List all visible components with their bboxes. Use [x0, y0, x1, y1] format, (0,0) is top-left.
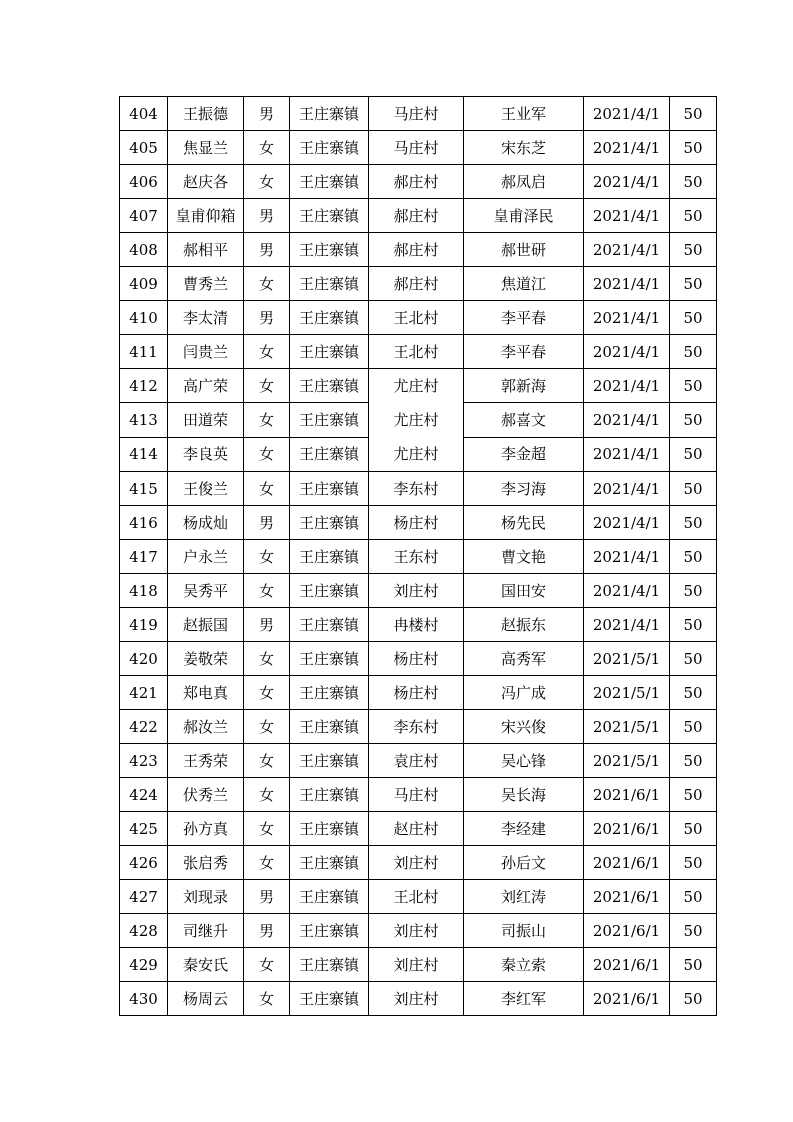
- table-row: [120, 914, 717, 948]
- gender-cell: 女: [244, 778, 290, 812]
- town-cell: 王庄寨镇: [290, 778, 369, 812]
- name-cell: 高广荣: [168, 369, 244, 403]
- village-cell: 王北村: [369, 880, 464, 914]
- agent-cell: 赵振东: [464, 608, 584, 642]
- date-cell: 2021/6/1: [584, 846, 670, 880]
- amount-cell: 50: [670, 233, 717, 267]
- town-cell: 王庄寨镇: [290, 608, 369, 642]
- town-cell: 王庄寨镇: [290, 676, 369, 710]
- date-cell: 2021/6/1: [584, 948, 670, 982]
- village-label: 尤庄村: [393, 377, 439, 395]
- gender-cell: 女: [244, 335, 290, 369]
- amount-cell: 50: [670, 778, 717, 812]
- row-number-cell: 413: [120, 403, 168, 437]
- agent-cell: 司振山: [464, 914, 584, 948]
- village-cell: 李东村: [369, 710, 464, 744]
- amount-cell: 50: [670, 403, 717, 437]
- name-cell: 郝相平: [168, 233, 244, 267]
- date-cell: 2021/5/1: [584, 744, 670, 778]
- town-cell: 王庄寨镇: [290, 948, 369, 982]
- gender-cell: 女: [244, 710, 290, 744]
- row-number-cell: 423: [120, 744, 168, 778]
- town-cell: 王庄寨镇: [290, 574, 369, 608]
- village-cell: 郝庄村: [369, 165, 464, 199]
- table-row: [120, 540, 717, 574]
- table-row: [120, 369, 717, 403]
- table-row: [120, 710, 717, 744]
- town-cell: 王庄寨镇: [290, 812, 369, 846]
- amount-cell: 50: [670, 948, 717, 982]
- gender-cell: 女: [244, 948, 290, 982]
- amount-cell: 50: [670, 642, 717, 676]
- name-cell: 郑电真: [168, 676, 244, 710]
- agent-cell: 王业军: [464, 97, 584, 131]
- amount-cell: 50: [670, 267, 717, 301]
- agent-cell: 高秀军: [464, 642, 584, 676]
- gender-cell: 女: [244, 846, 290, 880]
- amount-cell: 50: [670, 574, 717, 608]
- town-cell: 王庄寨镇: [290, 165, 369, 199]
- agent-cell: 李经建: [464, 812, 584, 846]
- row-number-cell: 420: [120, 642, 168, 676]
- village-cell: 刘庄村: [369, 914, 464, 948]
- agent-cell: 李习海: [464, 472, 584, 506]
- name-cell: 秦安氏: [168, 948, 244, 982]
- amount-cell: 50: [670, 540, 717, 574]
- name-cell: 闫贵兰: [168, 335, 244, 369]
- row-number-cell: 410: [120, 301, 168, 335]
- village-cell: 杨庄村: [369, 506, 464, 540]
- amount-cell: 50: [670, 472, 717, 506]
- table-row: [120, 608, 717, 642]
- table-row: [120, 267, 717, 301]
- gender-cell: 女: [244, 540, 290, 574]
- row-number-cell: 405: [120, 131, 168, 165]
- name-cell: 杨周云: [168, 982, 244, 1016]
- date-cell: 2021/4/1: [584, 437, 670, 471]
- row-number-cell: 409: [120, 267, 168, 301]
- date-cell: 2021/4/1: [584, 369, 670, 403]
- gender-cell: 女: [244, 369, 290, 403]
- amount-cell: 50: [670, 369, 717, 403]
- date-cell: 2021/6/1: [584, 812, 670, 846]
- records-table: [119, 96, 717, 1016]
- amount-cell: 50: [670, 131, 717, 165]
- name-cell: 张启秀: [168, 846, 244, 880]
- amount-cell: 50: [670, 437, 717, 471]
- agent-cell: 焦道江: [464, 267, 584, 301]
- agent-cell: 宋东芝: [464, 131, 584, 165]
- date-cell: 2021/4/1: [584, 165, 670, 199]
- date-cell: 2021/6/1: [584, 880, 670, 914]
- row-number-cell: 429: [120, 948, 168, 982]
- village-cell: 李东村: [369, 472, 464, 506]
- town-cell: 王庄寨镇: [290, 506, 369, 540]
- table-row: [120, 846, 717, 880]
- date-cell: 2021/5/1: [584, 676, 670, 710]
- village-cell: 马庄村: [369, 778, 464, 812]
- agent-cell: 李平春: [464, 335, 584, 369]
- village-cell: 杨庄村: [369, 642, 464, 676]
- table-row: [120, 131, 717, 165]
- gender-cell: 男: [244, 608, 290, 642]
- village-cell: 袁庄村: [369, 744, 464, 778]
- town-cell: 王庄寨镇: [290, 472, 369, 506]
- gender-cell: 女: [244, 472, 290, 506]
- gender-cell: 男: [244, 301, 290, 335]
- row-number-cell: 412: [120, 369, 168, 403]
- town-cell: 王庄寨镇: [290, 369, 369, 403]
- gender-cell: 女: [244, 437, 290, 471]
- amount-cell: 50: [670, 301, 717, 335]
- gender-cell: 男: [244, 880, 290, 914]
- town-cell: 王庄寨镇: [290, 914, 369, 948]
- row-number-cell: 425: [120, 812, 168, 846]
- gender-cell: 女: [244, 165, 290, 199]
- date-cell: 2021/4/1: [584, 574, 670, 608]
- date-cell: 2021/4/1: [584, 301, 670, 335]
- name-cell: 王振德: [168, 97, 244, 131]
- village-label: 尤庄村: [393, 445, 439, 463]
- name-cell: 司继升: [168, 914, 244, 948]
- table-row: [120, 233, 717, 267]
- amount-cell: 50: [670, 676, 717, 710]
- name-cell: 刘现录: [168, 880, 244, 914]
- village-cell: 王东村: [369, 540, 464, 574]
- amount-cell: 50: [670, 846, 717, 880]
- amount-cell: 50: [670, 199, 717, 233]
- row-number-cell: 428: [120, 914, 168, 948]
- table-row: [120, 97, 717, 131]
- date-cell: 2021/4/1: [584, 131, 670, 165]
- town-cell: 王庄寨镇: [290, 982, 369, 1016]
- village-cell: 马庄村: [369, 131, 464, 165]
- name-cell: 孙方真: [168, 812, 244, 846]
- row-number-cell: 424: [120, 778, 168, 812]
- gender-cell: 女: [244, 267, 290, 301]
- agent-cell: 宋兴俊: [464, 710, 584, 744]
- table-row: [120, 472, 717, 506]
- gender-cell: 男: [244, 97, 290, 131]
- amount-cell: 50: [670, 97, 717, 131]
- gender-cell: 女: [244, 812, 290, 846]
- amount-cell: 50: [670, 165, 717, 199]
- gender-cell: 女: [244, 982, 290, 1016]
- table-row: [120, 982, 717, 1016]
- table-row: [120, 812, 717, 846]
- amount-cell: 50: [670, 812, 717, 846]
- town-cell: 王庄寨镇: [290, 846, 369, 880]
- agent-cell: 郭新海: [464, 369, 584, 403]
- village-cell: [369, 369, 464, 472]
- amount-cell: 50: [670, 744, 717, 778]
- agent-cell: 国田安: [464, 574, 584, 608]
- town-cell: 王庄寨镇: [290, 880, 369, 914]
- date-cell: 2021/6/1: [584, 778, 670, 812]
- agent-cell: 冯广成: [464, 676, 584, 710]
- name-cell: 伏秀兰: [168, 778, 244, 812]
- date-cell: 2021/4/1: [584, 233, 670, 267]
- date-cell: 2021/6/1: [584, 914, 670, 948]
- name-cell: 户永兰: [168, 540, 244, 574]
- table-row: [120, 335, 717, 369]
- date-cell: 2021/5/1: [584, 642, 670, 676]
- town-cell: 王庄寨镇: [290, 437, 369, 471]
- agent-cell: 曹文艳: [464, 540, 584, 574]
- village-cell: 杨庄村: [369, 676, 464, 710]
- town-cell: 王庄寨镇: [290, 335, 369, 369]
- row-number-cell: 418: [120, 574, 168, 608]
- table-row: [120, 165, 717, 199]
- name-cell: 王俊兰: [168, 472, 244, 506]
- agent-cell: 刘红涛: [464, 880, 584, 914]
- table-row: [120, 642, 717, 676]
- village-cell: 刘庄村: [369, 982, 464, 1016]
- agent-cell: 秦立索: [464, 948, 584, 982]
- row-number-cell: 416: [120, 506, 168, 540]
- village-cell: 赵庄村: [369, 812, 464, 846]
- date-cell: 2021/4/1: [584, 540, 670, 574]
- table-row: [120, 778, 717, 812]
- village-cell: 冉楼村: [369, 608, 464, 642]
- records-body: [120, 97, 717, 1016]
- gender-cell: 女: [244, 744, 290, 778]
- name-cell: 皇甫仰箱: [168, 199, 244, 233]
- town-cell: 王庄寨镇: [290, 540, 369, 574]
- table-row: [120, 880, 717, 914]
- amount-cell: 50: [670, 608, 717, 642]
- village-cell: 刘庄村: [369, 574, 464, 608]
- name-cell: 李良英: [168, 437, 244, 471]
- date-cell: 2021/4/1: [584, 506, 670, 540]
- table-row: [120, 744, 717, 778]
- gender-cell: 男: [244, 233, 290, 267]
- agent-cell: 杨先民: [464, 506, 584, 540]
- date-cell: 2021/4/1: [584, 199, 670, 233]
- agent-cell: 李平春: [464, 301, 584, 335]
- row-number-cell: 404: [120, 97, 168, 131]
- row-number-cell: 419: [120, 608, 168, 642]
- date-cell: 2021/5/1: [584, 710, 670, 744]
- agent-cell: 郝世研: [464, 233, 584, 267]
- row-number-cell: 430: [120, 982, 168, 1016]
- agent-cell: 吴心锋: [464, 744, 584, 778]
- town-cell: 王庄寨镇: [290, 301, 369, 335]
- gender-cell: 男: [244, 914, 290, 948]
- town-cell: 王庄寨镇: [290, 97, 369, 131]
- gender-cell: 女: [244, 403, 290, 437]
- row-number-cell: 408: [120, 233, 168, 267]
- row-number-cell: 427: [120, 880, 168, 914]
- table-row: [120, 676, 717, 710]
- village-cell: 郝庄村: [369, 233, 464, 267]
- village-cell: 王北村: [369, 335, 464, 369]
- agent-cell: 孙后文: [464, 846, 584, 880]
- date-cell: 2021/4/1: [584, 267, 670, 301]
- name-cell: 郝汝兰: [168, 710, 244, 744]
- row-number-cell: 417: [120, 540, 168, 574]
- agent-cell: 李红军: [464, 982, 584, 1016]
- name-cell: 田道荣: [168, 403, 244, 437]
- gender-cell: 女: [244, 131, 290, 165]
- town-cell: 王庄寨镇: [290, 199, 369, 233]
- village-cell: 王北村: [369, 301, 464, 335]
- village-cell: 郝庄村: [369, 267, 464, 301]
- agent-cell: 郝喜文: [464, 403, 584, 437]
- row-number-cell: 414: [120, 437, 168, 471]
- date-cell: 2021/4/1: [584, 97, 670, 131]
- name-cell: 姜敬荣: [168, 642, 244, 676]
- amount-cell: 50: [670, 506, 717, 540]
- name-cell: 焦显兰: [168, 131, 244, 165]
- town-cell: 王庄寨镇: [290, 267, 369, 301]
- town-cell: 王庄寨镇: [290, 642, 369, 676]
- table-row: [120, 506, 717, 540]
- town-cell: 王庄寨镇: [290, 233, 369, 267]
- row-number-cell: 422: [120, 710, 168, 744]
- town-cell: 王庄寨镇: [290, 131, 369, 165]
- amount-cell: 50: [670, 710, 717, 744]
- town-cell: 王庄寨镇: [290, 403, 369, 437]
- date-cell: 2021/4/1: [584, 403, 670, 437]
- agent-cell: 皇甫泽民: [464, 199, 584, 233]
- amount-cell: 50: [670, 914, 717, 948]
- date-cell: 2021/4/1: [584, 472, 670, 506]
- date-cell: 2021/6/1: [584, 982, 670, 1016]
- row-number-cell: 407: [120, 199, 168, 233]
- name-cell: 曹秀兰: [168, 267, 244, 301]
- table-row: [120, 948, 717, 982]
- amount-cell: 50: [670, 880, 717, 914]
- row-number-cell: 411: [120, 335, 168, 369]
- amount-cell: 50: [670, 982, 717, 1016]
- merged-village-stack: [369, 369, 463, 471]
- agent-cell: 李金超: [464, 437, 584, 471]
- name-cell: 赵庆各: [168, 165, 244, 199]
- table-row: [120, 574, 717, 608]
- village-cell: 刘庄村: [369, 846, 464, 880]
- town-cell: 王庄寨镇: [290, 710, 369, 744]
- name-cell: 王秀荣: [168, 744, 244, 778]
- village-cell: 马庄村: [369, 97, 464, 131]
- agent-cell: 郝凤启: [464, 165, 584, 199]
- row-number-cell: 415: [120, 472, 168, 506]
- agent-cell: 吴长海: [464, 778, 584, 812]
- gender-cell: 男: [244, 199, 290, 233]
- gender-cell: 女: [244, 574, 290, 608]
- date-cell: 2021/4/1: [584, 335, 670, 369]
- row-number-cell: 406: [120, 165, 168, 199]
- village-label: 尤庄村: [393, 411, 439, 429]
- gender-cell: 女: [244, 676, 290, 710]
- row-number-cell: 426: [120, 846, 168, 880]
- gender-cell: 男: [244, 506, 290, 540]
- row-number-cell: 421: [120, 676, 168, 710]
- name-cell: 李太清: [168, 301, 244, 335]
- name-cell: 吴秀平: [168, 574, 244, 608]
- village-cell: 郝庄村: [369, 199, 464, 233]
- table-row: [120, 301, 717, 335]
- town-cell: 王庄寨镇: [290, 744, 369, 778]
- name-cell: 赵振国: [168, 608, 244, 642]
- date-cell: 2021/4/1: [584, 608, 670, 642]
- village-cell: 刘庄村: [369, 948, 464, 982]
- name-cell: 杨成灿: [168, 506, 244, 540]
- table-row: [120, 199, 717, 233]
- gender-cell: 女: [244, 642, 290, 676]
- amount-cell: 50: [670, 335, 717, 369]
